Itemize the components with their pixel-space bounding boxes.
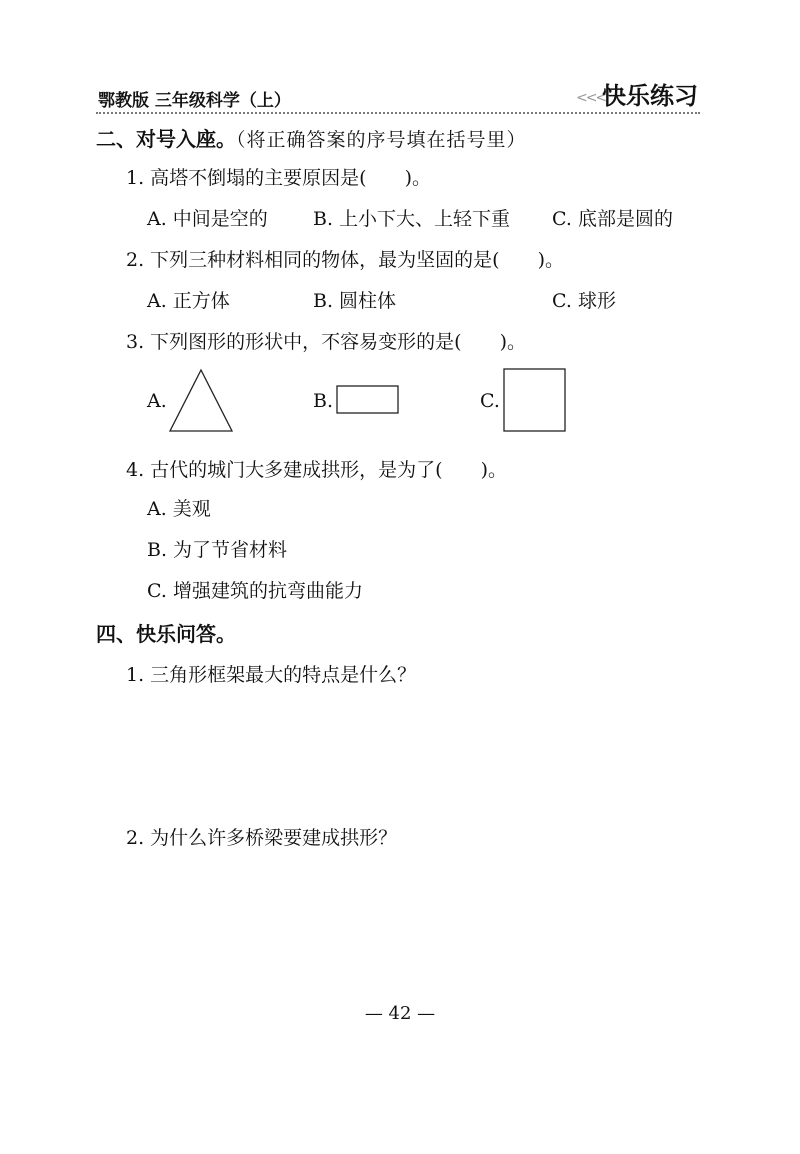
section-4-title: 四、快乐问答。 <box>96 622 236 646</box>
book-title: 鄂教版 三年级科学（上） <box>98 91 291 111</box>
section-2-title: 二、对号入座。 <box>96 127 236 151</box>
q3-option-b: B. <box>313 390 334 412</box>
answer-question-2: 2. 为什么许多桥梁要建成拱形？ <box>126 827 398 849</box>
q2-option-c: C. 球形 <box>552 290 616 312</box>
q2-option-a: A. 正方体 <box>147 290 230 312</box>
q1-option-b: B. 上小下大、上轻下重 <box>313 208 511 230</box>
page-number: — 42 — <box>364 1003 436 1024</box>
q3-option-c: C. <box>480 390 500 412</box>
question-3: 3. 下列图形的形状中，不容易变形的是( )。 <box>126 331 526 353</box>
q4-option-b: B. 为了节省材料 <box>147 539 288 561</box>
q3-option-a: A. <box>147 390 167 412</box>
section-2-instruction: （将正确答案的序号填在括号里） <box>236 129 527 151</box>
q2-option-b: B. 圆柱体 <box>313 290 397 312</box>
q4-option-a: A. 美观 <box>147 498 211 520</box>
q1-option-c: C. 底部是圆的 <box>552 208 673 230</box>
answer-question-1: 1. 三角形框架最大的特点是什么？ <box>126 664 417 686</box>
triangle-shape <box>168 368 234 434</box>
question-1: 1. 高塔不倒塌的主要原因是( )。 <box>126 167 431 189</box>
q1-option-a: A. 中间是空的 <box>147 208 268 230</box>
question-2: 2. 下列三种材料相同的物体，最为坚固的是( )。 <box>126 249 564 271</box>
section-2-heading <box>96 123 527 152</box>
chevrons-left-icon: <<< <box>576 90 606 106</box>
q4-option-c: C. 增强建筑的抗弯曲能力 <box>147 580 363 602</box>
section-label: 快乐练习 <box>602 82 698 110</box>
header-divider <box>96 112 700 114</box>
question-4: 4. 古代的城门大多建成拱形，是为了( )。 <box>126 459 507 481</box>
square-shape <box>503 368 567 433</box>
rectangle-shape <box>336 385 400 415</box>
